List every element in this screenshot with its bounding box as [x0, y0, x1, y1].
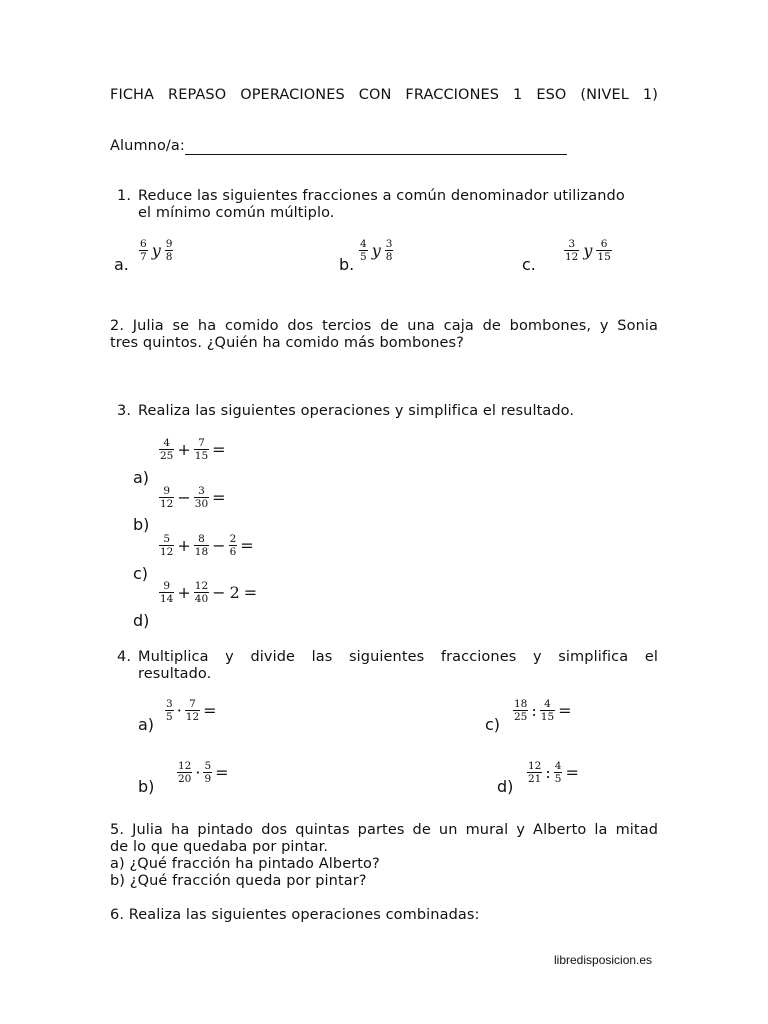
- denominator: 6: [229, 546, 237, 558]
- q3-a-label: a): [133, 468, 150, 487]
- operator: −: [177, 487, 191, 507]
- denominator: 30: [194, 498, 209, 510]
- equals: =: [240, 535, 254, 555]
- q4-a-expression: [164, 698, 219, 723]
- fraction: [229, 533, 238, 558]
- denominator: 20: [178, 773, 192, 785]
- student-name-blank: [185, 139, 567, 155]
- q4-d-expression: [526, 760, 581, 785]
- fraction: [159, 485, 174, 510]
- denominator: 12: [185, 711, 200, 723]
- denominator: 5: [166, 711, 173, 723]
- q1-c-label: c.: [522, 255, 536, 274]
- fraction: [203, 760, 212, 785]
- fraction: [564, 238, 579, 263]
- fraction: [527, 760, 542, 785]
- q4-d-label: d): [497, 777, 514, 796]
- q2-line2: tres quintos. ¿Quién ha comido más bombones?: [110, 335, 464, 351]
- q1-a-expression: [138, 238, 174, 263]
- page-title: [110, 87, 658, 104]
- numerator: 3: [385, 238, 393, 250]
- numerator: 3: [568, 238, 576, 250]
- denominator: 12: [565, 251, 579, 263]
- operator: +: [177, 535, 191, 555]
- numerator: 9: [165, 238, 173, 250]
- page-title-text: FICHA REPASO OPERACIONES CON FRACCIONES 1 ESO (NIVEL 1): [110, 87, 658, 103]
- numerator: 4: [163, 437, 171, 449]
- q1-b-label: b.: [339, 255, 355, 274]
- denominator: 18: [194, 546, 209, 558]
- q4-text: [138, 649, 658, 683]
- fraction: [385, 238, 394, 263]
- whole-number: 2: [229, 582, 240, 602]
- equals: =: [215, 762, 229, 782]
- fraction: [513, 698, 528, 723]
- numerator: 12: [194, 580, 209, 592]
- q4-c-label: c): [485, 715, 501, 734]
- numerator: 4: [544, 698, 551, 710]
- denominator: 15: [597, 251, 611, 263]
- q3-c-expression: [158, 533, 256, 558]
- numerator: 4: [360, 238, 367, 250]
- q2-text: [110, 318, 658, 352]
- numerator: 18: [514, 698, 528, 710]
- q3-text: Realiza las siguientes operaciones y simplifica el resultado.: [138, 403, 575, 419]
- fraction: [194, 580, 209, 605]
- denominator: 8: [165, 251, 173, 263]
- denominator: 7: [140, 251, 147, 263]
- q5-line2: de lo que quedaba por pintar.: [110, 839, 329, 855]
- denominator: 15: [540, 711, 555, 723]
- conjunction: y: [583, 241, 593, 260]
- numerator: 5: [204, 760, 212, 772]
- fraction: [194, 485, 209, 510]
- numerator: 3: [198, 485, 205, 497]
- q2-line1: 2. Julia se ha comido dos tercios de una caja de bombones, y Sonia: [110, 318, 658, 334]
- numerator: 2: [229, 533, 237, 545]
- denominator: 40: [194, 593, 209, 605]
- fraction: [554, 760, 563, 785]
- denominator: 25: [160, 450, 174, 462]
- numerator: 12: [178, 760, 192, 772]
- fraction: [165, 238, 174, 263]
- q3-b-label: b): [133, 515, 150, 534]
- denominator: 5: [554, 773, 562, 785]
- q3-d-expression: [158, 580, 259, 605]
- student-name-field: [110, 138, 567, 155]
- operator: :: [545, 762, 551, 782]
- q6-text: 6. Realiza las siguientes operaciones combinadas:: [110, 907, 480, 923]
- operator: ·: [195, 762, 201, 782]
- fraction: [596, 238, 611, 263]
- q3-c-label: c): [133, 564, 149, 583]
- equals: =: [203, 700, 217, 720]
- conjunction: y: [371, 241, 381, 260]
- student-label: Alumno/a:: [110, 138, 185, 154]
- denominator: 12: [160, 498, 174, 510]
- q1-line2: el mínimo común múltiplo.: [138, 205, 335, 221]
- q1-a-label: a.: [114, 255, 129, 274]
- denominator: 9: [204, 773, 212, 785]
- numerator: 6: [140, 238, 147, 250]
- denominator: 15: [194, 450, 209, 462]
- operator: −: [212, 582, 226, 602]
- fraction: [177, 760, 192, 785]
- fraction: [359, 238, 368, 263]
- operator: :: [531, 700, 537, 720]
- denominator: 5: [360, 251, 367, 263]
- equals: =: [212, 487, 226, 507]
- q1-c-expression: [563, 238, 613, 263]
- denominator: 21: [528, 773, 542, 785]
- denominator: 25: [514, 711, 528, 723]
- operator: +: [177, 439, 191, 459]
- equals: =: [565, 762, 579, 782]
- footer-source: libredisposicion.es: [554, 953, 653, 967]
- numerator: 7: [189, 698, 196, 710]
- operator: ·: [176, 700, 182, 720]
- numerator: 5: [163, 533, 171, 545]
- numerator: 12: [528, 760, 542, 772]
- fraction: [139, 238, 148, 263]
- q4-line1: Multiplica y divide las siguientes fracciones y simplifica el: [138, 649, 658, 665]
- q5-line1: 5. Julia ha pintado dos quintas partes de un mural y Alberto la mitad: [110, 822, 658, 838]
- q1-text: [138, 188, 660, 222]
- fraction: [194, 437, 209, 462]
- denominator: 14: [160, 593, 174, 605]
- fraction: [159, 580, 174, 605]
- numerator: 8: [198, 533, 205, 545]
- fraction: [540, 698, 555, 723]
- q5-line3: a) ¿Qué fracción ha pintado Alberto?: [110, 856, 380, 872]
- q4-b-label: b): [138, 777, 155, 796]
- q3-number: 3.: [117, 403, 132, 419]
- fraction: [159, 533, 174, 558]
- numerator: 6: [600, 238, 608, 250]
- q4-b-expression: [176, 760, 231, 785]
- q4-line2: resultado.: [138, 666, 212, 682]
- numerator: 4: [554, 760, 562, 772]
- numerator: 9: [163, 580, 171, 592]
- q3-a-expression: [158, 437, 228, 462]
- operator: +: [177, 582, 191, 602]
- fraction: [194, 533, 209, 558]
- operator: −: [212, 535, 226, 555]
- numerator: 3: [166, 698, 173, 710]
- denominator: 12: [160, 546, 174, 558]
- q4-c-expression: [512, 698, 574, 723]
- fraction: [159, 437, 174, 462]
- fraction: [185, 698, 200, 723]
- q5-line4: b) ¿Qué fracción queda por pintar?: [110, 873, 367, 889]
- q1-number: 1.: [117, 188, 132, 204]
- q1-b-expression: [358, 238, 394, 263]
- fraction: [165, 698, 174, 723]
- equals: =: [558, 700, 572, 720]
- numerator: 7: [198, 437, 205, 449]
- q4-a-label: a): [138, 715, 155, 734]
- q3-b-expression: [158, 485, 228, 510]
- equals: =: [212, 439, 226, 459]
- denominator: 8: [385, 251, 393, 263]
- q5-text: [110, 822, 658, 890]
- q3-d-label: d): [133, 611, 150, 630]
- equals: =: [243, 582, 258, 602]
- numerator: 9: [163, 485, 171, 497]
- q4-number: 4.: [117, 649, 132, 665]
- conjunction: y: [151, 241, 161, 260]
- q1-line1: Reduce las siguientes fracciones a común denominador utilizando: [138, 188, 625, 204]
